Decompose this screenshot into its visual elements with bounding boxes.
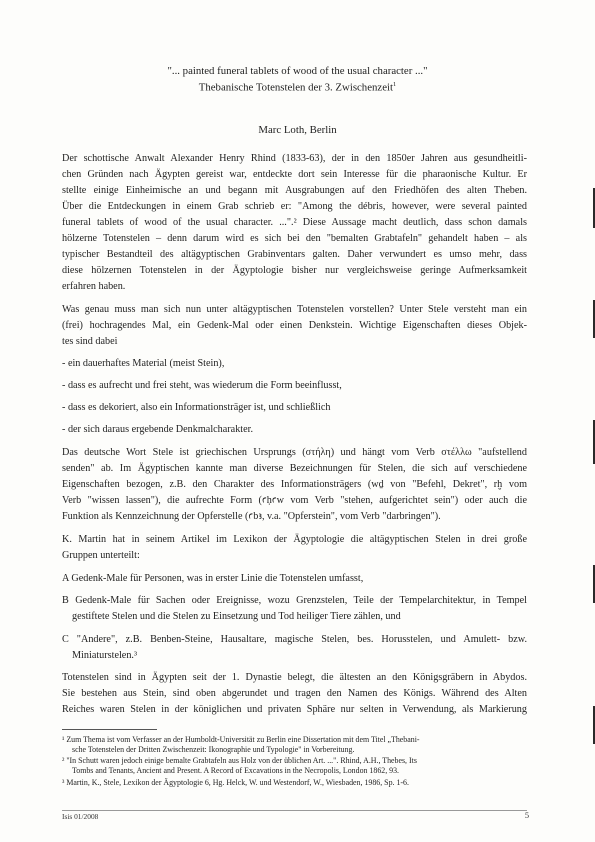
footnote: ² "In Schutt waren jedoch einige bemalte Grabtafeln aus Holz von der üblichen Art. ...". Rhind, A.H., Thebes, Its <box>62 756 417 765</box>
body-line: Gruppen unterteilt: <box>62 550 140 561</box>
journal-issue: Isis 01/2008 <box>62 812 99 821</box>
body-line: Totenstelen sind in Ägypten seit der 1. Dynastie belegt, die ältesten an den Königsgräbern in Abydos. <box>62 672 527 683</box>
body-line: Funktion als Kennzeichnung der Opferstelle (ꜥbꜣ, v.a. "Opferstein", vom Verb "darbringen"). <box>62 511 441 522</box>
body-line: funeral tablets of wood of the usual character. ...".² Diese Aussage macht deutlich, dass schon damals <box>62 217 527 228</box>
body-line: Der schottische Anwalt Alexander Henry Rhind (1833-63), der in den 1850er Jahren aus gesundheitli- <box>62 153 527 164</box>
list-item-continuation: gestiftete Stelen und die Stelen zu Einsetzung und Tod heiliger Tiere zählen, und <box>72 611 401 622</box>
body-line: diese hölzernen Totenstelen in der Ägyptologie bisher nur vergleichsweise geringe Aufmerksamkeit <box>62 265 527 276</box>
list-item: A Gedenk-Male für Personen, was in erster Linie die Totenstelen umfasst, <box>62 573 364 584</box>
article-author: Marc Loth, Berlin <box>258 124 337 136</box>
body-line: Über die Entdeckungen in einem Grab schrieb er: "Among the débris, however, were several painted <box>62 201 527 212</box>
body-line: typischer Bestandteil des altägyptischen Grabinventars galten. Daher verwundert es umso mehr, dass <box>62 249 527 260</box>
footnote: ³ Martin, K., Stele, Lexikon der Ägyptologie 6, Hg. Helck, W. und Westendorf, W., Wiesbaden, 1986, Sp. 1-6. <box>62 778 409 787</box>
list-item: - dass es aufrecht und frei steht, was wiederum die Form beeinflusst, <box>62 380 342 391</box>
body-line: Reiches waren Stelen in der königlichen und privaten Sphäre nur selten in Verwendung, als Markierung <box>62 704 527 715</box>
body-line: erfahren haben. <box>62 281 126 292</box>
body-line: chen Gründen nach Ägypten gereist war, entdeckte dort sein Interesse für die pharaonische Kultur. Er <box>62 169 527 180</box>
body-line: Was genau muss man sich nun unter altägyptischen Totenstelen vorstellen? Unter Stele versteht man ein <box>62 304 527 315</box>
footnote-separator <box>62 729 157 730</box>
body-line: Eigenschaften bezogen, z.B. den Charakter des Informationsträgers (wḏ von "Befehl, Dekret", rḫ vom <box>62 479 527 490</box>
body-line: senden" ab. Im Ägyptischen kannte man diverse Bezeichnungen für Stelen, die sich auf verschiedene <box>62 463 527 474</box>
list-item: C "Andere", z.B. Benben-Steine, Hausaltare, magische Stelen, bes. Horusstelen, und Amulett- bzw. <box>62 634 527 645</box>
page-number: 5 <box>524 811 529 820</box>
body-line: Sie bestehen aus Stein, sind oben abgerundet und tragen den Namen des Königs. Während des Alten <box>62 688 527 699</box>
list-item: - der sich daraus ergebende Denkmalcharakter. <box>62 424 254 435</box>
body-line: Das deutsche Wort Stele ist griechischen Ursprungs (στήλη) und hängt vom Verb στέλλω "aufstellend <box>62 447 527 458</box>
body-line: K. Martin hat in seinem Artikel im Lexikon der Ägyptologie die altägyptischen Stelen in drei große <box>62 534 527 545</box>
list-item: - dass es dekoriert, also ein Informationsträger ist, und schließlich <box>62 402 331 413</box>
body-line: hölzerne Totenstelen – denn darum wird es sich bei den "bemalten Grabtafeln" gehandelt haben – als <box>62 233 527 244</box>
footer-rule <box>62 810 527 811</box>
body-line: (frei) hochragendes Mal, ein Gedenk-Mal oder einen Denkstein. Wichtige Eigenschaften dieses Objek- <box>62 320 527 331</box>
article-title-line-1: "... painted funeral tablets of wood of the usual character ..." <box>167 65 428 77</box>
body-line: Verb "wissen lassen"), die aufrechte Form (ꜥḥꜥw vom Verb "stehen, aufgerichtet sein") oder auch die <box>62 495 527 506</box>
title-footnote-marker: 1 <box>392 81 397 88</box>
list-item: B Gedenk-Male für Sachen oder Ereignisse, wozu Grenzstelen, Teile der Tempelarchitektur, in Tempel <box>62 595 527 606</box>
footnote-continuation: sche Totenstelen der Dritten Zwischenzeit: Ikonographie und Typologie" in Vorbereitung. <box>72 745 355 754</box>
list-item: - ein dauerhaftes Material (meist Stein), <box>62 358 225 369</box>
article-subtitle: Thebanische Totenstelen der 3. Zwischenzeit <box>198 81 393 94</box>
body-line: tes sind dabei <box>62 336 118 347</box>
list-item-continuation: Miniaturstelen.³ <box>72 650 138 661</box>
footnote: ¹ Zum Thema ist vom Verfasser an der Humboldt-Universität zu Berlin eine Dissertation mit dem Titel „Thebani- <box>62 735 420 744</box>
article-title-line-2 <box>0 78 595 95</box>
body-line: stellte einige Einheimische an und begann mit Ausgrabungen auf den Friedhöfen des alten Theben. <box>62 185 527 196</box>
footnote-continuation: Tombs and Tenants, Ancient and Present. A Record of Excavations in the Necropolis, London 1862, 93. <box>72 766 400 775</box>
